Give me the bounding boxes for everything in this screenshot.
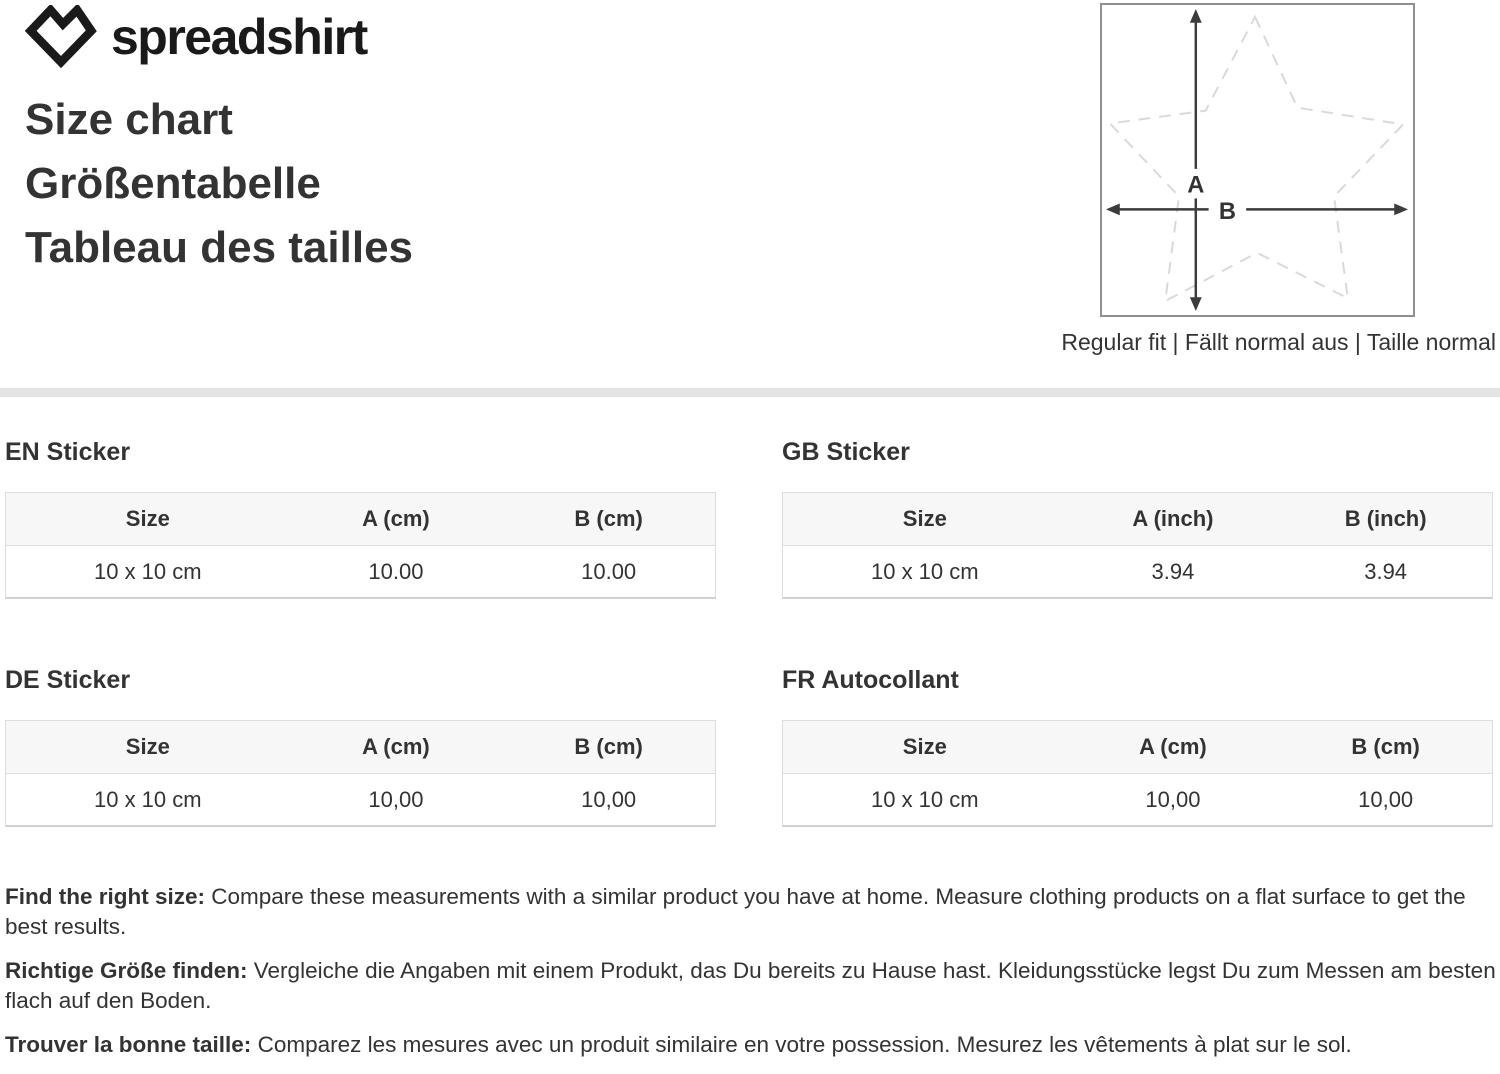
table-header-row xyxy=(6,721,715,774)
column-header-a: A (cm) xyxy=(290,493,503,546)
page-title-block xyxy=(25,88,413,280)
size-table-fr xyxy=(782,720,1493,827)
note-fr-lead: Trouver la bonne taille: xyxy=(5,1032,252,1057)
measurement-notes xyxy=(5,882,1497,1074)
size-section-gb xyxy=(782,438,1493,599)
star-measurement-illustration xyxy=(1102,5,1413,315)
cell-a: 10.00 xyxy=(290,546,503,597)
table-header-row xyxy=(783,721,1492,774)
note-fr-text: Comparez les mesures avec un produit similaire en votre possession. Mesurez les vêtements à plat sur le sol. xyxy=(257,1032,1352,1057)
size-table-de xyxy=(5,720,716,827)
column-header-b: B (cm) xyxy=(502,493,715,546)
page-title-de: Größentabelle xyxy=(25,159,321,208)
table-row xyxy=(783,774,1492,825)
cell-b: 10,00 xyxy=(502,774,715,825)
cell-size: 10 x 10 cm xyxy=(6,546,290,597)
table-row xyxy=(6,774,715,825)
cell-a: 10,00 xyxy=(290,774,503,825)
table-header-row xyxy=(6,493,715,546)
note-de-text: Vergleiche die Angaben mit einem Produkt, das Du bereits zu Hause hast. Kleidungsstücke legst Du zum Messen am besten flach auf den Boden. xyxy=(5,958,1496,1013)
arrow-b-head-left xyxy=(1106,203,1120,215)
cell-b: 10,00 xyxy=(1279,774,1492,825)
column-header-b: B (cm) xyxy=(1279,721,1492,774)
note-de xyxy=(5,956,1497,1016)
column-header-size: Size xyxy=(6,493,290,546)
cell-size: 10 x 10 cm xyxy=(6,774,290,825)
cell-size: 10 x 10 cm xyxy=(783,774,1067,825)
table-header-row xyxy=(783,493,1492,546)
note-en-lead: Find the right size: xyxy=(5,884,205,909)
size-section-fr xyxy=(782,666,1493,827)
size-table-gb xyxy=(782,492,1493,599)
column-header-a: A (cm) xyxy=(1067,721,1280,774)
cell-b: 3.94 xyxy=(1279,546,1492,597)
table-row xyxy=(6,546,715,597)
heart-icon xyxy=(25,5,97,68)
fit-note: Regular fit | Fällt normal aus | Taille normal xyxy=(1061,329,1496,355)
size-section-de xyxy=(5,666,716,827)
column-header-b: B (cm) xyxy=(502,721,715,774)
note-fr xyxy=(5,1030,1497,1060)
column-header-size: Size xyxy=(783,493,1067,546)
table-row xyxy=(783,546,1492,597)
section-divider xyxy=(0,388,1500,397)
table-title-de: DE Sticker xyxy=(5,666,131,694)
brand-logo xyxy=(25,5,367,68)
page-title-fr: Tableau des tailles xyxy=(25,223,414,272)
dimension-label-b: B xyxy=(1218,199,1236,226)
table-title-en: EN Sticker xyxy=(5,438,131,466)
page-title-en: Size chart xyxy=(25,95,233,144)
cell-b: 10.00 xyxy=(502,546,715,597)
column-header-a: A (inch) xyxy=(1067,493,1280,546)
cell-a: 10,00 xyxy=(1067,774,1280,825)
column-header-b: B (inch) xyxy=(1279,493,1492,546)
note-en-text: Compare these measurements with a similar product you have at home. Measure clothing products on a flat surface to get the best results. xyxy=(5,884,1466,939)
cell-size: 10 x 10 cm xyxy=(783,546,1067,597)
note-de-lead: Richtige Größe finden: xyxy=(5,958,248,983)
dashed-star-shape xyxy=(1110,17,1403,301)
table-title-gb: GB Sticker xyxy=(782,438,910,466)
cell-a: 3.94 xyxy=(1067,546,1280,597)
arrow-b-head-right xyxy=(1394,203,1408,215)
column-header-size: Size xyxy=(783,721,1067,774)
dimension-label-a: A xyxy=(1187,172,1205,199)
arrow-a-head-bottom xyxy=(1190,297,1202,311)
arrow-a-head-top xyxy=(1190,9,1202,23)
size-table-en xyxy=(5,492,716,599)
table-title-fr: FR Autocollant xyxy=(782,666,959,694)
brand-wordmark: spreadshirt xyxy=(111,8,367,65)
measurement-diagram xyxy=(1100,3,1415,317)
column-header-size: Size xyxy=(6,721,290,774)
column-header-a: A (cm) xyxy=(290,721,503,774)
size-section-en xyxy=(5,438,716,599)
note-en xyxy=(5,882,1497,942)
